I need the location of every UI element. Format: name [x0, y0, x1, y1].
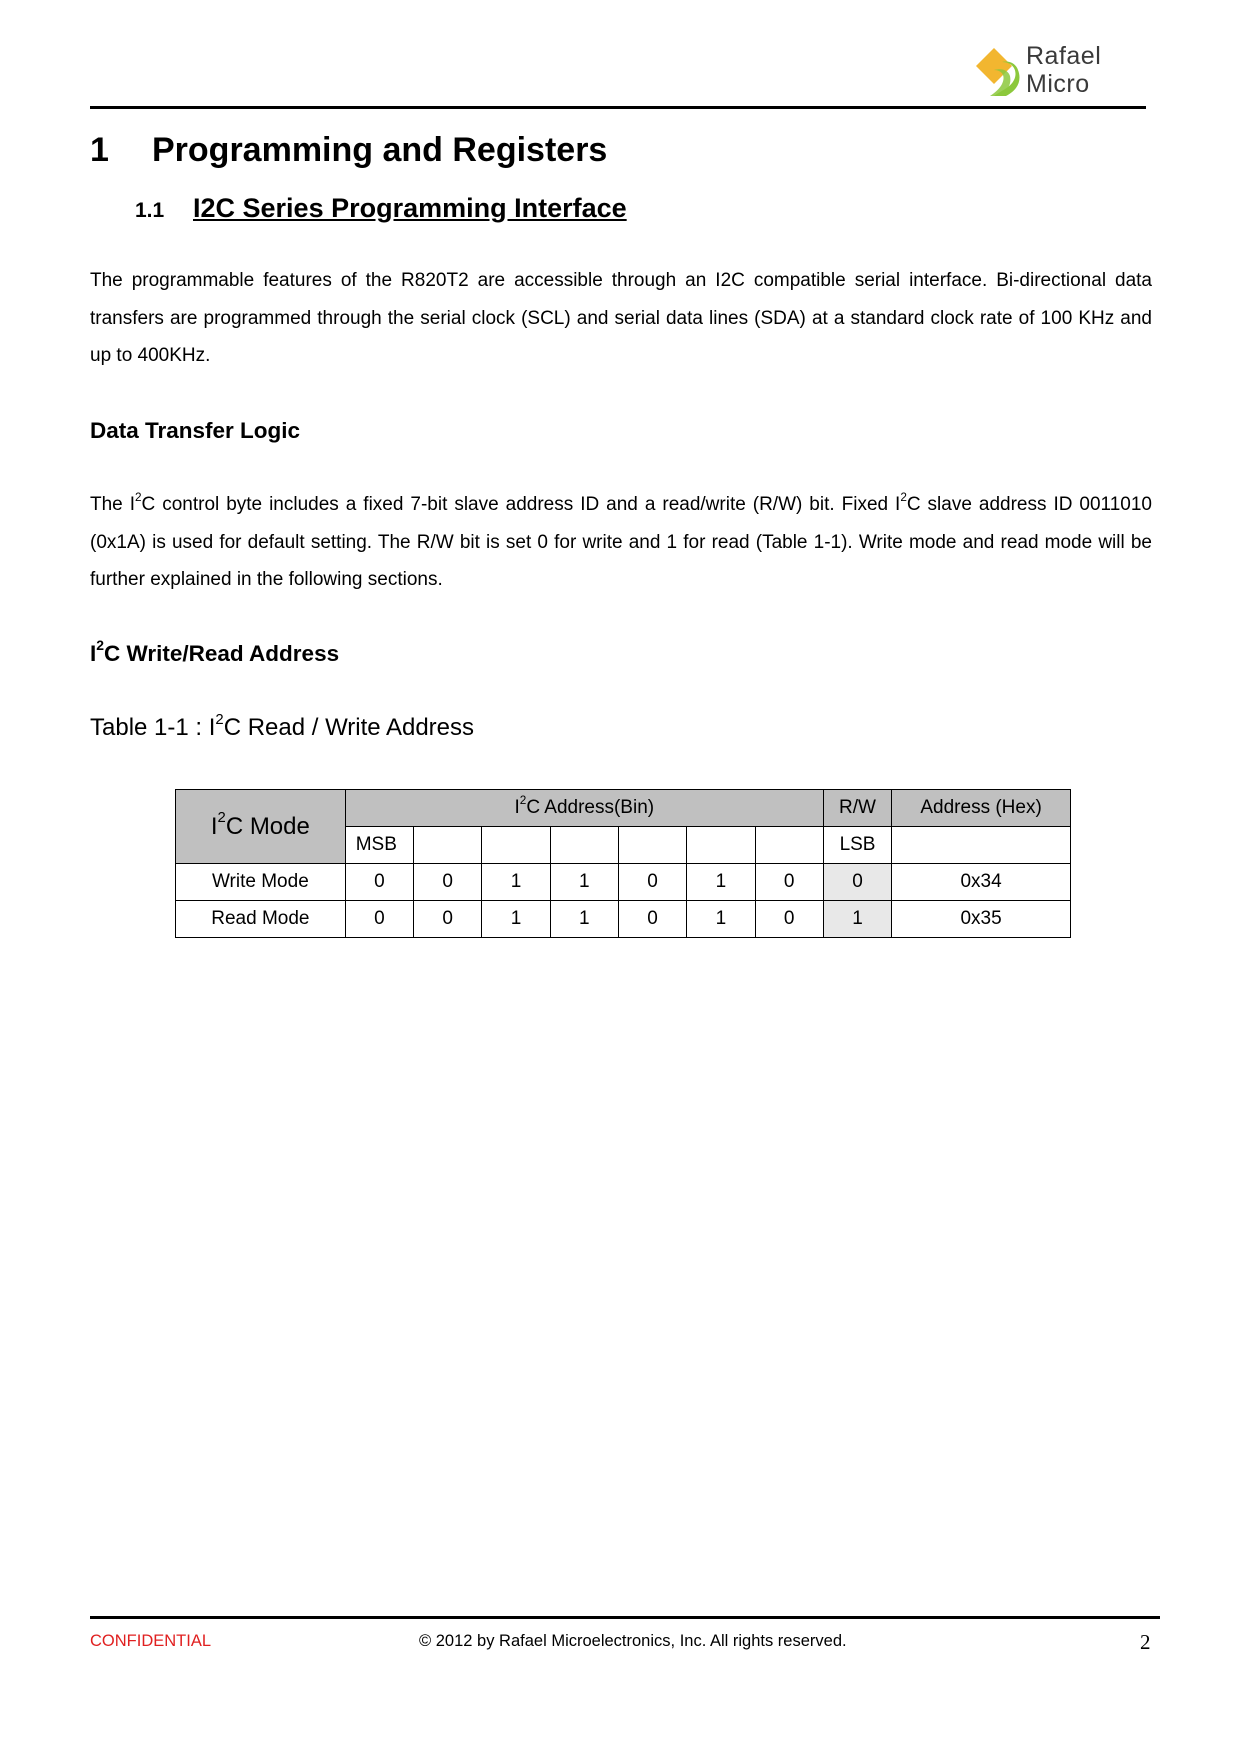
bit-cell: 1	[550, 901, 618, 938]
confidential-label: CONFIDENTIAL	[90, 1632, 212, 1650]
subsection-number: 1.1	[135, 199, 165, 222]
mode-header: $I^2C$ Mode	[176, 790, 346, 864]
bit-cell: 1	[687, 901, 755, 938]
bit-cell: 0	[414, 901, 482, 938]
header-divider	[90, 106, 1146, 109]
lsb-label: LSB	[823, 827, 891, 864]
empty-cell	[618, 827, 686, 864]
rw-header: R/W	[823, 790, 891, 827]
hex-header: Address (Hex)	[892, 790, 1071, 827]
bit-cell: 0	[755, 901, 823, 938]
bit-cell: 1	[687, 864, 755, 901]
hex-cell: 0x34	[892, 864, 1071, 901]
data-transfer-heading: Data Transfer Logic	[90, 418, 301, 443]
empty-cell	[550, 827, 618, 864]
logo-mark-icon	[972, 44, 1024, 100]
table-header-row	[176, 790, 1071, 827]
section-title: Programming and Registers	[152, 131, 608, 169]
subsection-heading	[135, 190, 627, 229]
bit-cell: 0	[755, 864, 823, 901]
msb-label: MSB	[345, 827, 413, 864]
bit-cell: 1	[550, 864, 618, 901]
empty-cell	[482, 827, 550, 864]
rw-cell: 1	[823, 901, 891, 938]
i2c-address-table	[175, 789, 1071, 938]
bit-cell: 0	[345, 901, 413, 938]
hex-cell: 0x35	[892, 901, 1071, 938]
bit-cell: 0	[345, 864, 413, 901]
empty-cell	[892, 827, 1071, 864]
intro-paragraph: The programmable features of the R820T2 are accessible through an I2C compatible serial interface. Bi-directional data transfers are programmed through the serial clock (SCL) and serial data lines (SDA) at a standard clock rate of 100 KHz and up to 400KHz.	[90, 270, 1152, 366]
page-number: 2	[1140, 1630, 1151, 1654]
table-caption: Table 1-1 : $I^2C$ Read / Write Address	[90, 711, 475, 741]
bit-cell: 0	[618, 901, 686, 938]
mode-cell: Read Mode	[176, 901, 346, 938]
copyright-notice: © 2012 by Rafael Microelectronics, Inc. All rights reserved.	[419, 1632, 847, 1650]
logo-text-line2: Micro	[1026, 70, 1090, 98]
company-logo	[972, 40, 1142, 102]
rw-cell: 0	[823, 864, 891, 901]
subsection-title: I2C Series Programming Interface	[193, 193, 627, 223]
table-row-read	[176, 901, 1071, 938]
section-number: 1	[90, 131, 109, 169]
empty-cell	[687, 827, 755, 864]
bit-cell: 1	[482, 901, 550, 938]
bit-cell: 0	[414, 864, 482, 901]
bit-cell: 0	[618, 864, 686, 901]
section-heading	[90, 128, 607, 172]
address-bin-header: $I^2C$ Address(Bin)	[345, 790, 823, 827]
mode-cell: Write Mode	[176, 864, 346, 901]
empty-cell	[414, 827, 482, 864]
footer-divider	[90, 1616, 1160, 1619]
logo-text-line1: Rafael	[1026, 42, 1102, 70]
bit-cell: 1	[482, 864, 550, 901]
empty-cell	[755, 827, 823, 864]
data-transfer-paragraph: The $I^2C$ control byte includes a fixed 7-bit slave address ID and a read/write (R/W) bit. Fixed $I^2C$ slave address ID 0011010 (0x1A) is used for default setting. The R/W bit is set 0 for write and 1 for read (Table 1-1). Write mode and read mode will be further explained in the following sections.	[90, 490, 1152, 590]
address-heading: $I^2C$ Write/Read Address	[90, 637, 340, 666]
table-row-write	[176, 864, 1071, 901]
